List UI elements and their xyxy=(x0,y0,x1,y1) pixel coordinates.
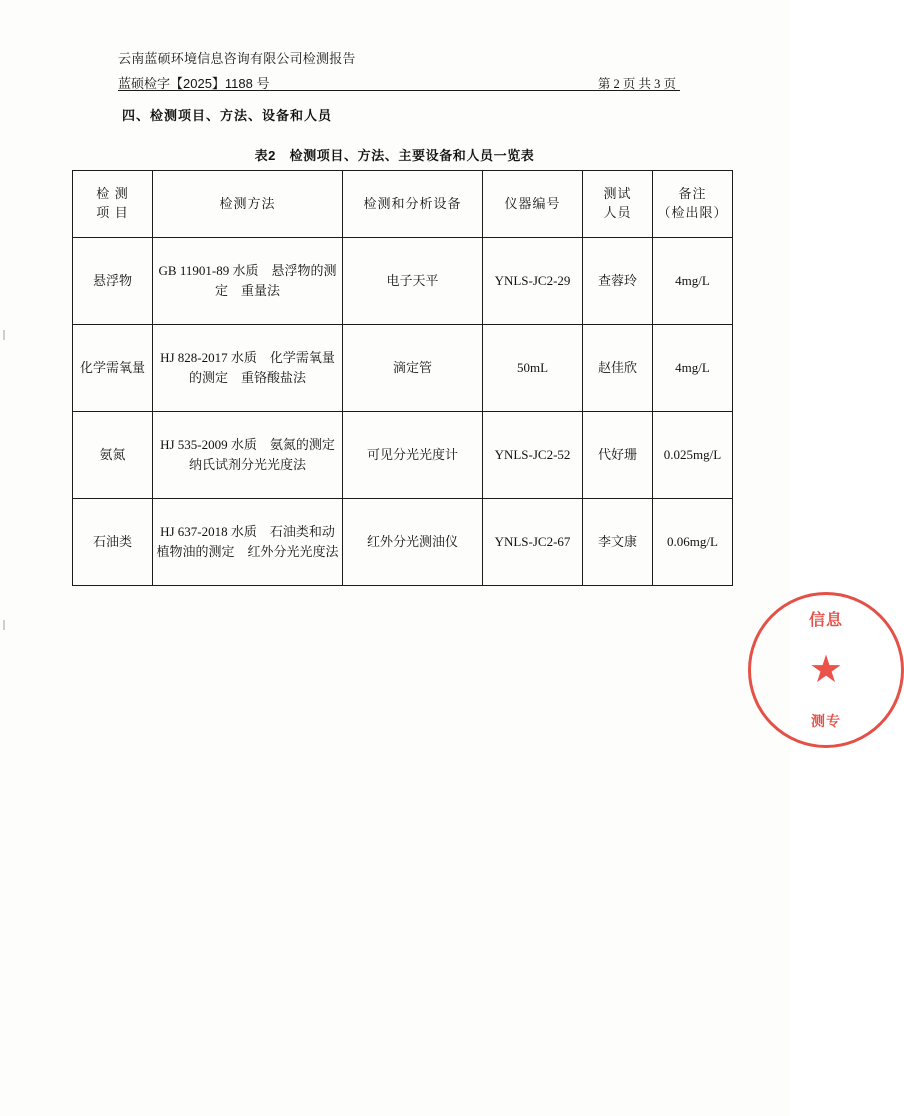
cell-person: 查蓉玲 xyxy=(583,238,653,325)
cell-remark: 4mg/L xyxy=(653,325,733,412)
column-header-device-no xyxy=(483,171,583,238)
section-title: 四、检测项目、方法、设备和人员 xyxy=(122,108,333,123)
header-divider xyxy=(118,90,680,91)
cell-remark: 0.025mg/L xyxy=(653,412,733,499)
cell-method: GB 11901-89 水质 悬浮物的测定 重量法 xyxy=(153,238,343,325)
table-caption: 表2 检测项目、方法、主要设备和人员一览表 xyxy=(254,148,535,163)
header-report-number: 蓝硕检字【2025】1188 号 xyxy=(118,76,270,91)
page-number: 第 2 页 共 3 页 xyxy=(597,77,676,91)
cell-remark: 0.06mg/L xyxy=(653,499,733,586)
table-header-row xyxy=(73,171,733,238)
table-row xyxy=(73,412,733,499)
scan-edge-mark xyxy=(3,620,5,630)
column-header-method xyxy=(153,171,343,238)
column-header-device-line1: 检测和分析设备 xyxy=(363,195,462,211)
stamp-top-text: 信息 xyxy=(808,612,843,629)
table-row xyxy=(73,325,733,412)
official-seal-stamp xyxy=(748,592,904,748)
column-header-device xyxy=(343,171,483,238)
column-header-remark xyxy=(653,171,733,238)
star-icon: ★ xyxy=(808,649,844,691)
cell-item: 石油类 xyxy=(73,499,153,586)
cell-device-no: YNLS-JC2-67 xyxy=(483,499,583,586)
table-row xyxy=(73,499,733,586)
column-header-remark-line1: 备注 xyxy=(678,186,707,202)
cell-person: 赵佳欣 xyxy=(583,325,653,412)
column-header-item-line2: 项 目 xyxy=(96,205,129,220)
cell-item: 悬浮物 xyxy=(73,238,153,325)
column-header-remark-line2: （检出限） xyxy=(657,205,728,220)
cell-method: HJ 828-2017 水质 化学需氧量的测定 重铬酸盐法 xyxy=(153,325,343,412)
cell-device: 可见分光光度计 xyxy=(343,412,483,499)
cell-item: 化学需氧量 xyxy=(73,325,153,412)
detection-items-table xyxy=(72,170,733,586)
cell-method: HJ 637-2018 水质 石油类和动植物油的测定 红外分光光度法 xyxy=(153,499,343,586)
column-header-method-line1: 检测方法 xyxy=(219,195,276,211)
document-header xyxy=(118,48,678,92)
column-header-device-no-line1: 仪器编号 xyxy=(504,195,561,211)
cell-device-no: YNLS-JC2-29 xyxy=(483,238,583,325)
column-header-person-line2: 人员 xyxy=(603,205,632,220)
column-header-person-line1: 测试 xyxy=(603,186,632,202)
cell-person: 李文康 xyxy=(583,499,653,586)
header-company-line: 云南蓝硕环境信息咨询有限公司检测报告 xyxy=(118,51,356,66)
cell-device: 电子天平 xyxy=(343,238,483,325)
cell-item: 氨氮 xyxy=(73,412,153,499)
cell-device: 红外分光测油仪 xyxy=(343,499,483,586)
cell-person: 代好珊 xyxy=(583,412,653,499)
stamp-bottom-text: 测专 xyxy=(811,713,841,729)
cell-device-no: YNLS-JC2-52 xyxy=(483,412,583,499)
cell-remark: 4mg/L xyxy=(653,238,733,325)
column-header-item-line1: 检 测 xyxy=(96,186,129,202)
cell-device: 滴定管 xyxy=(343,325,483,412)
table-row xyxy=(73,238,733,325)
column-header-item xyxy=(73,171,153,238)
cell-method: HJ 535-2009 水质 氨氮的测定 纳氏试剂分光光度法 xyxy=(153,412,343,499)
column-header-person xyxy=(583,171,653,238)
cell-device-no: 50mL xyxy=(483,325,583,412)
scan-edge-mark xyxy=(3,330,5,340)
